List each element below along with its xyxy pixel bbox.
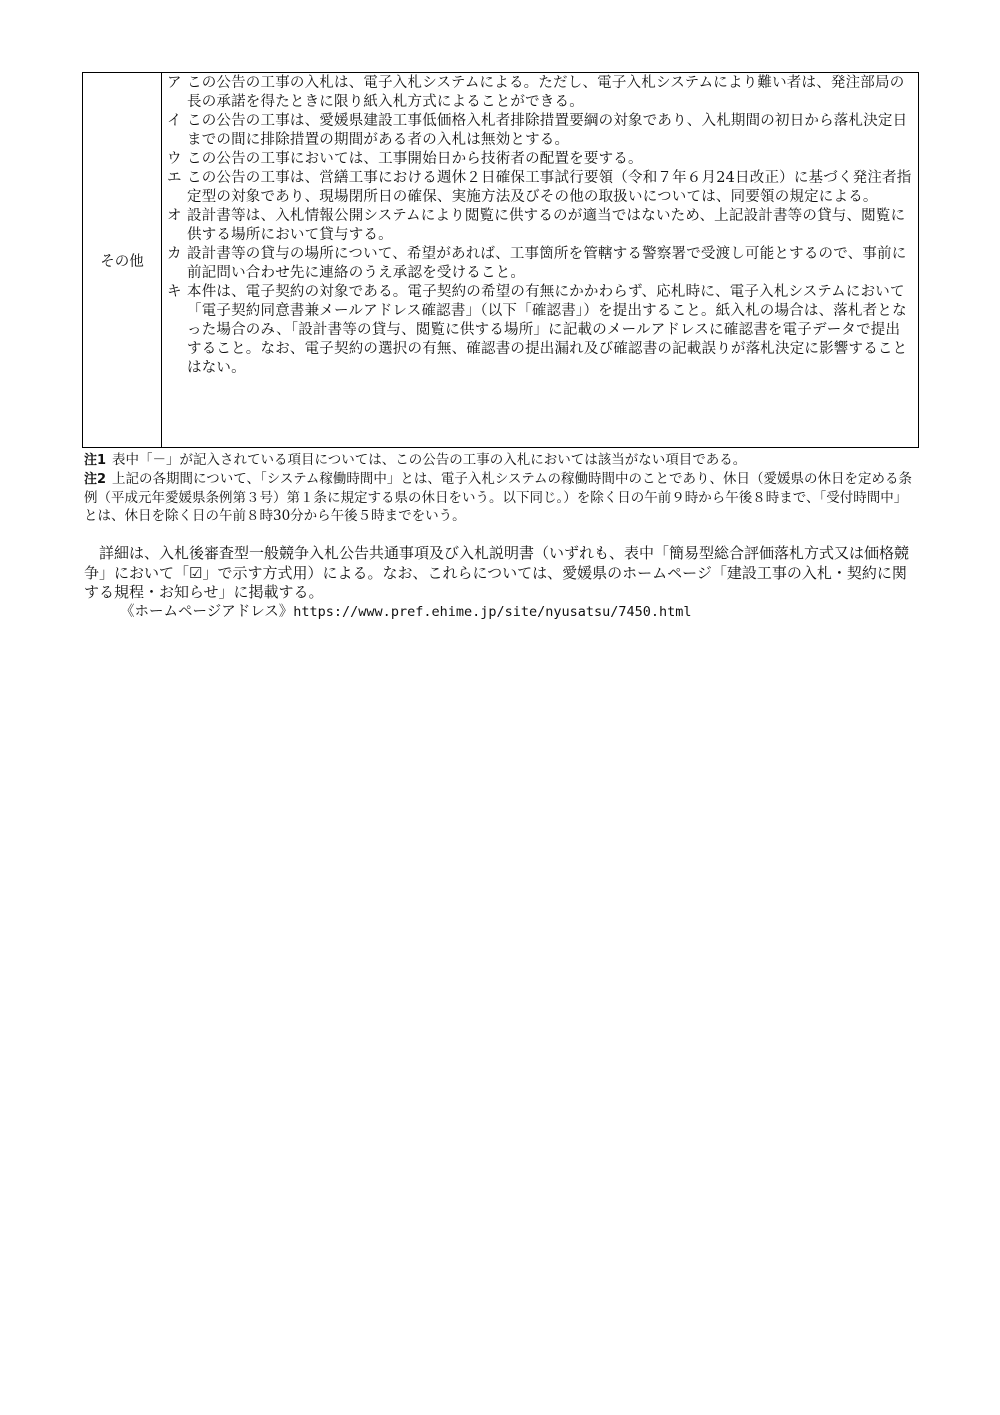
condition-item-i (167, 112, 914, 150)
item-text: 設計書等は、入札情報公開システムにより閲覧に供するのが適当ではないため、上記設計書等の貸与、閲覧に供する場所において貸与する。 (187, 208, 906, 243)
item-mark: ア (167, 75, 182, 91)
row-label-other: その他 (83, 73, 162, 447)
condition-item-e (167, 169, 914, 207)
details-section (84, 544, 914, 622)
item-mark: イ (167, 113, 182, 129)
note-text: 上記の各期間について、「システム稼働時間中」とは、電子入札システムの稼働時間中のことであり、休日（愛媛県の休日を定める条例（平成元年愛媛県条例第３号）第１条に規定する県の休日をいう。以下同じ。）を除く日の午前９時から午後８時まで、「受付時間中」とは、休日を除く日の午前８時30分から午後５時までをいう。 (84, 471, 913, 524)
item-text: 設計書等の貸与の場所について、希望があれば、工事箇所を管轄する警察署で受渡し可能とするので、事前に前記問い合わせ先に連絡のうえ承認を受けること。 (187, 246, 907, 281)
note-label: 注2 (84, 472, 107, 487)
note-2 (84, 470, 914, 525)
conditions-list (163, 73, 918, 447)
item-mark: キ (167, 284, 182, 300)
condition-item-o (167, 207, 914, 245)
homepage-address (84, 603, 914, 623)
item-mark: カ (167, 246, 182, 262)
item-mark: オ (167, 208, 182, 224)
note-text: 表中「－」が記入されている項目については、この公告の工事の入札においては該当がない項目である。 (112, 452, 747, 468)
item-text: この公告の工事は、営繕工事における週休２日確保工事試行要領（令和７年６月24日改正）に基づく発注者指定型の対象であり、現場閉所日の確保、実施方法及びその他の取扱いについては、同要領の規定による。 (187, 170, 912, 205)
item-text: この公告の工事においては、工事開始日から技術者の配置を要する。 (187, 151, 643, 167)
note-1 (84, 451, 914, 470)
item-mark: ウ (167, 151, 182, 167)
condition-item-ki (167, 283, 914, 378)
homepage-url-link[interactable]: https://www.pref.ehime.jp/site/nyusatsu/7450.html (293, 603, 692, 620)
url-label: 《ホームページアドレス》 (120, 603, 294, 620)
details-paragraph (84, 544, 914, 603)
condition-item-ka (167, 245, 914, 283)
item-text: 本件は、電子契約の対象である。電子契約の希望の有無にかかわらず、応札時に、電子入札システムにおいて「電子契約同意書兼メールアドレス確認書」（以下「確認書」）を提出すること。紙入札の場合は、落札者となった場合のみ、「設計書等の貸与、閲覧に供する場所」に記載のメールアドレスに確認書を電子データで提出すること。なお、電子契約の選択の有無、確認書の提出漏れ及び確認書の記載誤りが落札決定に影響することはない。 (187, 284, 908, 376)
details-text: 詳細は、入札後審査型一般競争入札公告共通事項及び入札説明書（いずれも、表中「簡易型総合評価落札方式又は価格競争」において「☑」で示す方式用）による。なお、これらについては、愛媛県のホームページ「建設工事の入札・契約に関する規程・お知らせ」に掲載する。 (84, 544, 910, 601)
notes-section (84, 451, 914, 525)
note-label: 注1 (84, 453, 107, 468)
other-conditions-table (82, 72, 919, 448)
condition-item-u (167, 150, 914, 169)
item-text: この公告の工事は、愛媛県建設工事低価格入札者排除措置要綱の対象であり、入札期間の初日から落札決定日までの間に排除措置の期間がある者の入札は無効とする。 (187, 113, 908, 148)
condition-item-a (167, 74, 914, 112)
item-text: この公告の工事の入札は、電子入札システムによる。ただし、電子入札システムにより難い者は、発注部局の長の承諾を得たときに限り紙入札方式によることができる。 (187, 75, 905, 110)
item-mark: エ (167, 170, 182, 186)
